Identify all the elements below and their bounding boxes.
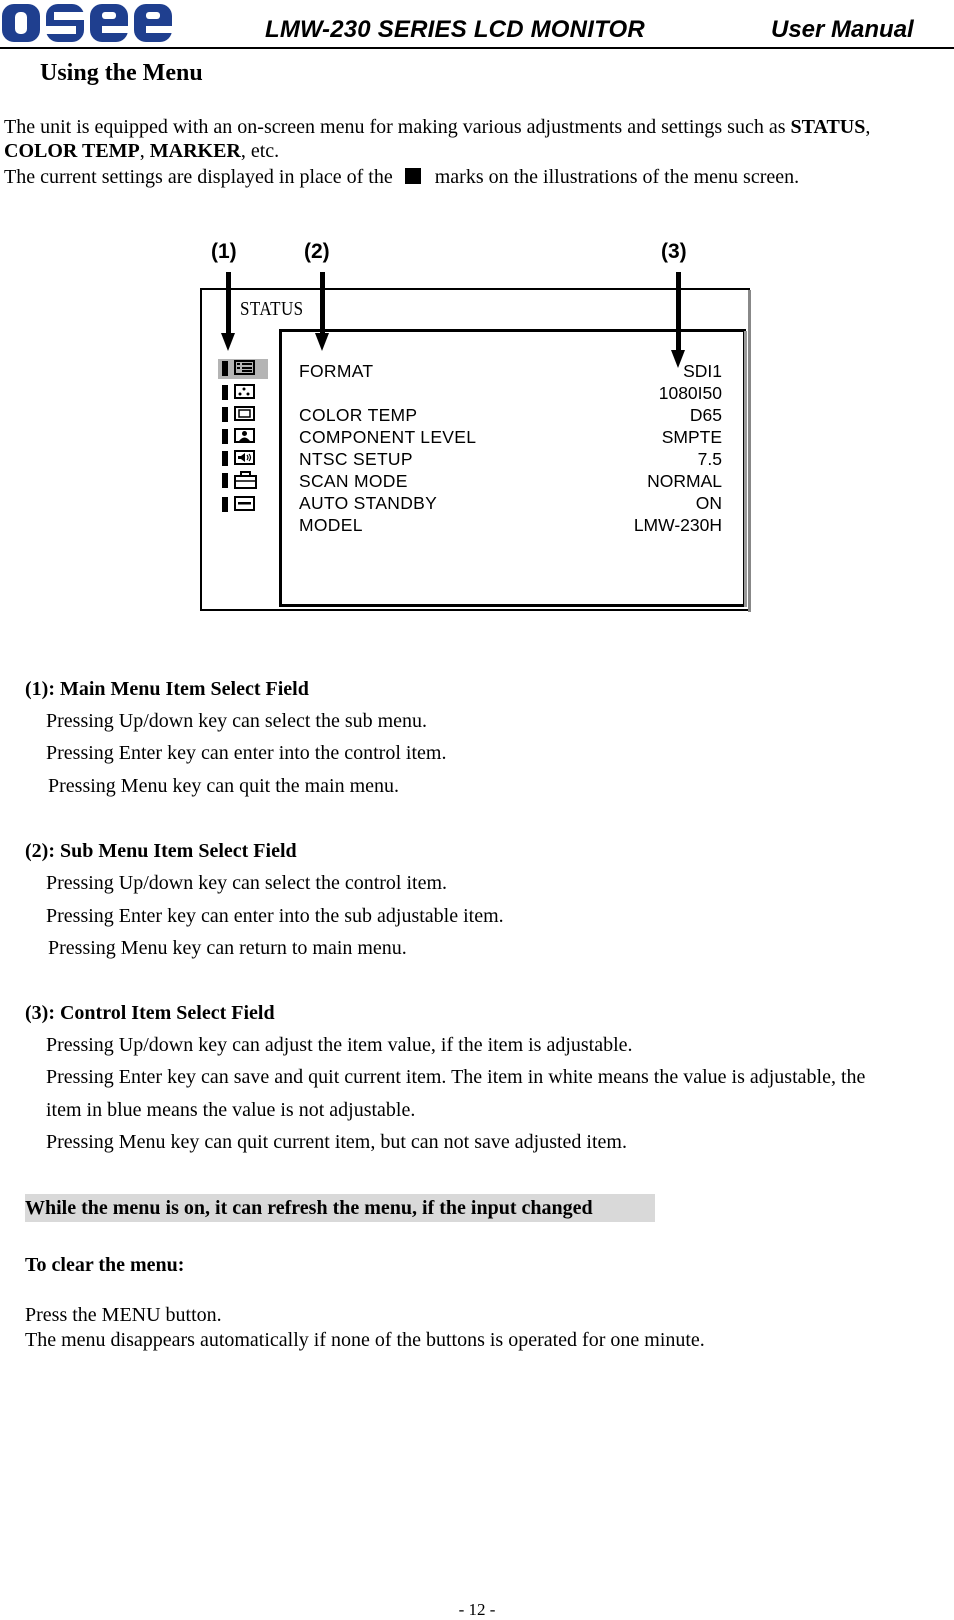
callout-3: (3) [661, 240, 687, 263]
intro-color-temp: COLOR TEMP [4, 140, 140, 162]
intro-line-1 [4, 117, 870, 137]
menu-row-value: SDI1 [683, 361, 722, 381]
audio-icon[interactable] [218, 449, 268, 469]
status-icon[interactable] [218, 359, 268, 379]
intro-marker: MARKER [149, 140, 241, 162]
clear-menu-line: The menu disappears automatically if none of the buttons is operated for one minute. [25, 1329, 705, 1351]
menu-row-value: 7.5 [697, 449, 722, 469]
section-3-title: (3): Control Item Select Field [25, 1002, 275, 1024]
intro-text: marks on the illustrations of the menu screen. [434, 166, 800, 188]
intro-text: The unit is equipped with an on-screen menu for making various adjustments and settings such as [4, 116, 791, 138]
document-type: User Manual [771, 16, 914, 43]
page-number: - 12 - [458, 1600, 496, 1619]
clear-menu-line: Press the MENU button. [25, 1304, 222, 1326]
intro-etc: , etc. [240, 140, 280, 162]
intro-separator: , [139, 140, 150, 162]
section-2-line: Pressing Menu key can return to main menu. [48, 937, 407, 959]
osee-logo [2, 2, 174, 44]
marker-icon[interactable] [218, 383, 268, 403]
menu-row-label[interactable]: MODEL [299, 515, 363, 535]
section-1-title: (1): Main Menu Item Select Field [25, 678, 309, 700]
section-1-line: Pressing Menu key can quit the main menu. [48, 775, 400, 797]
exit-icon[interactable] [218, 495, 268, 515]
section-2-line: Pressing Enter key can enter into the sub adjustable item. [46, 905, 504, 927]
osd-submenu-shadow [744, 331, 747, 607]
section-3-line: Pressing Up/down key can adjust the item value, if the item is adjustable. [46, 1034, 633, 1056]
menu-row-label[interactable]: FORMAT [299, 361, 374, 381]
user-icon[interactable] [218, 427, 268, 447]
intro-text: The current settings are displayed in place of the [4, 166, 393, 188]
menu-row-value: SMPTE [661, 427, 722, 447]
section-1-line: Pressing Enter key can enter into the control item. [46, 742, 447, 764]
intro-line-3 [4, 167, 799, 187]
callout-1: (1) [211, 240, 237, 263]
picture-icon[interactable] [218, 405, 268, 425]
clear-menu-title: To clear the menu: [25, 1254, 185, 1276]
menu-row-label[interactable]: AUTO STANDBY [299, 493, 438, 513]
section-3-line: item in blue means the value is not adjustable. [46, 1099, 416, 1121]
osd-menu-header: STATUS [240, 298, 304, 320]
menu-row-label[interactable]: NTSC SETUP [299, 449, 413, 469]
menu-row-value: LMW-230H [633, 515, 722, 535]
menu-row-label[interactable]: SCAN MODE [299, 471, 408, 491]
menu-row-label[interactable]: COLOR TEMP [299, 405, 418, 425]
section-3-line: Pressing Enter key can save and quit current item. The item in white means the value is adjustable, the [46, 1066, 866, 1088]
header-divider [0, 47, 954, 49]
menu-row-value: ON [695, 493, 722, 513]
menu-row-label[interactable]: COMPONENT LEVEL [299, 427, 477, 447]
filled-square-icon [405, 168, 421, 184]
callout-2: (2) [304, 240, 330, 263]
section-3-line: Pressing Menu key can quit current item, but can not save adjusted item. [46, 1131, 627, 1153]
menu-row-value: NORMAL [647, 471, 722, 491]
intro-separator: , [865, 116, 871, 138]
section-2-line: Pressing Up/down key can select the control item. [46, 872, 448, 894]
intro-line-2 [4, 141, 279, 161]
section-1-line: Pressing Up/down key can select the sub menu. [46, 710, 428, 732]
document-title: LMW-230 SERIES LCD MONITOR [265, 16, 645, 43]
section-2-title: (2): Sub Menu Item Select Field [25, 840, 297, 862]
menu-row-value: 1080I50 [658, 383, 722, 403]
note-text: While the menu is on, it can refresh the menu, if the input changed [25, 1197, 593, 1219]
system-icon[interactable] [218, 471, 268, 491]
intro-status: STATUS [790, 116, 866, 138]
menu-row-value: D65 [689, 405, 722, 425]
osd-menu-shadow [748, 290, 751, 612]
section-title: Using the Menu [40, 60, 203, 86]
